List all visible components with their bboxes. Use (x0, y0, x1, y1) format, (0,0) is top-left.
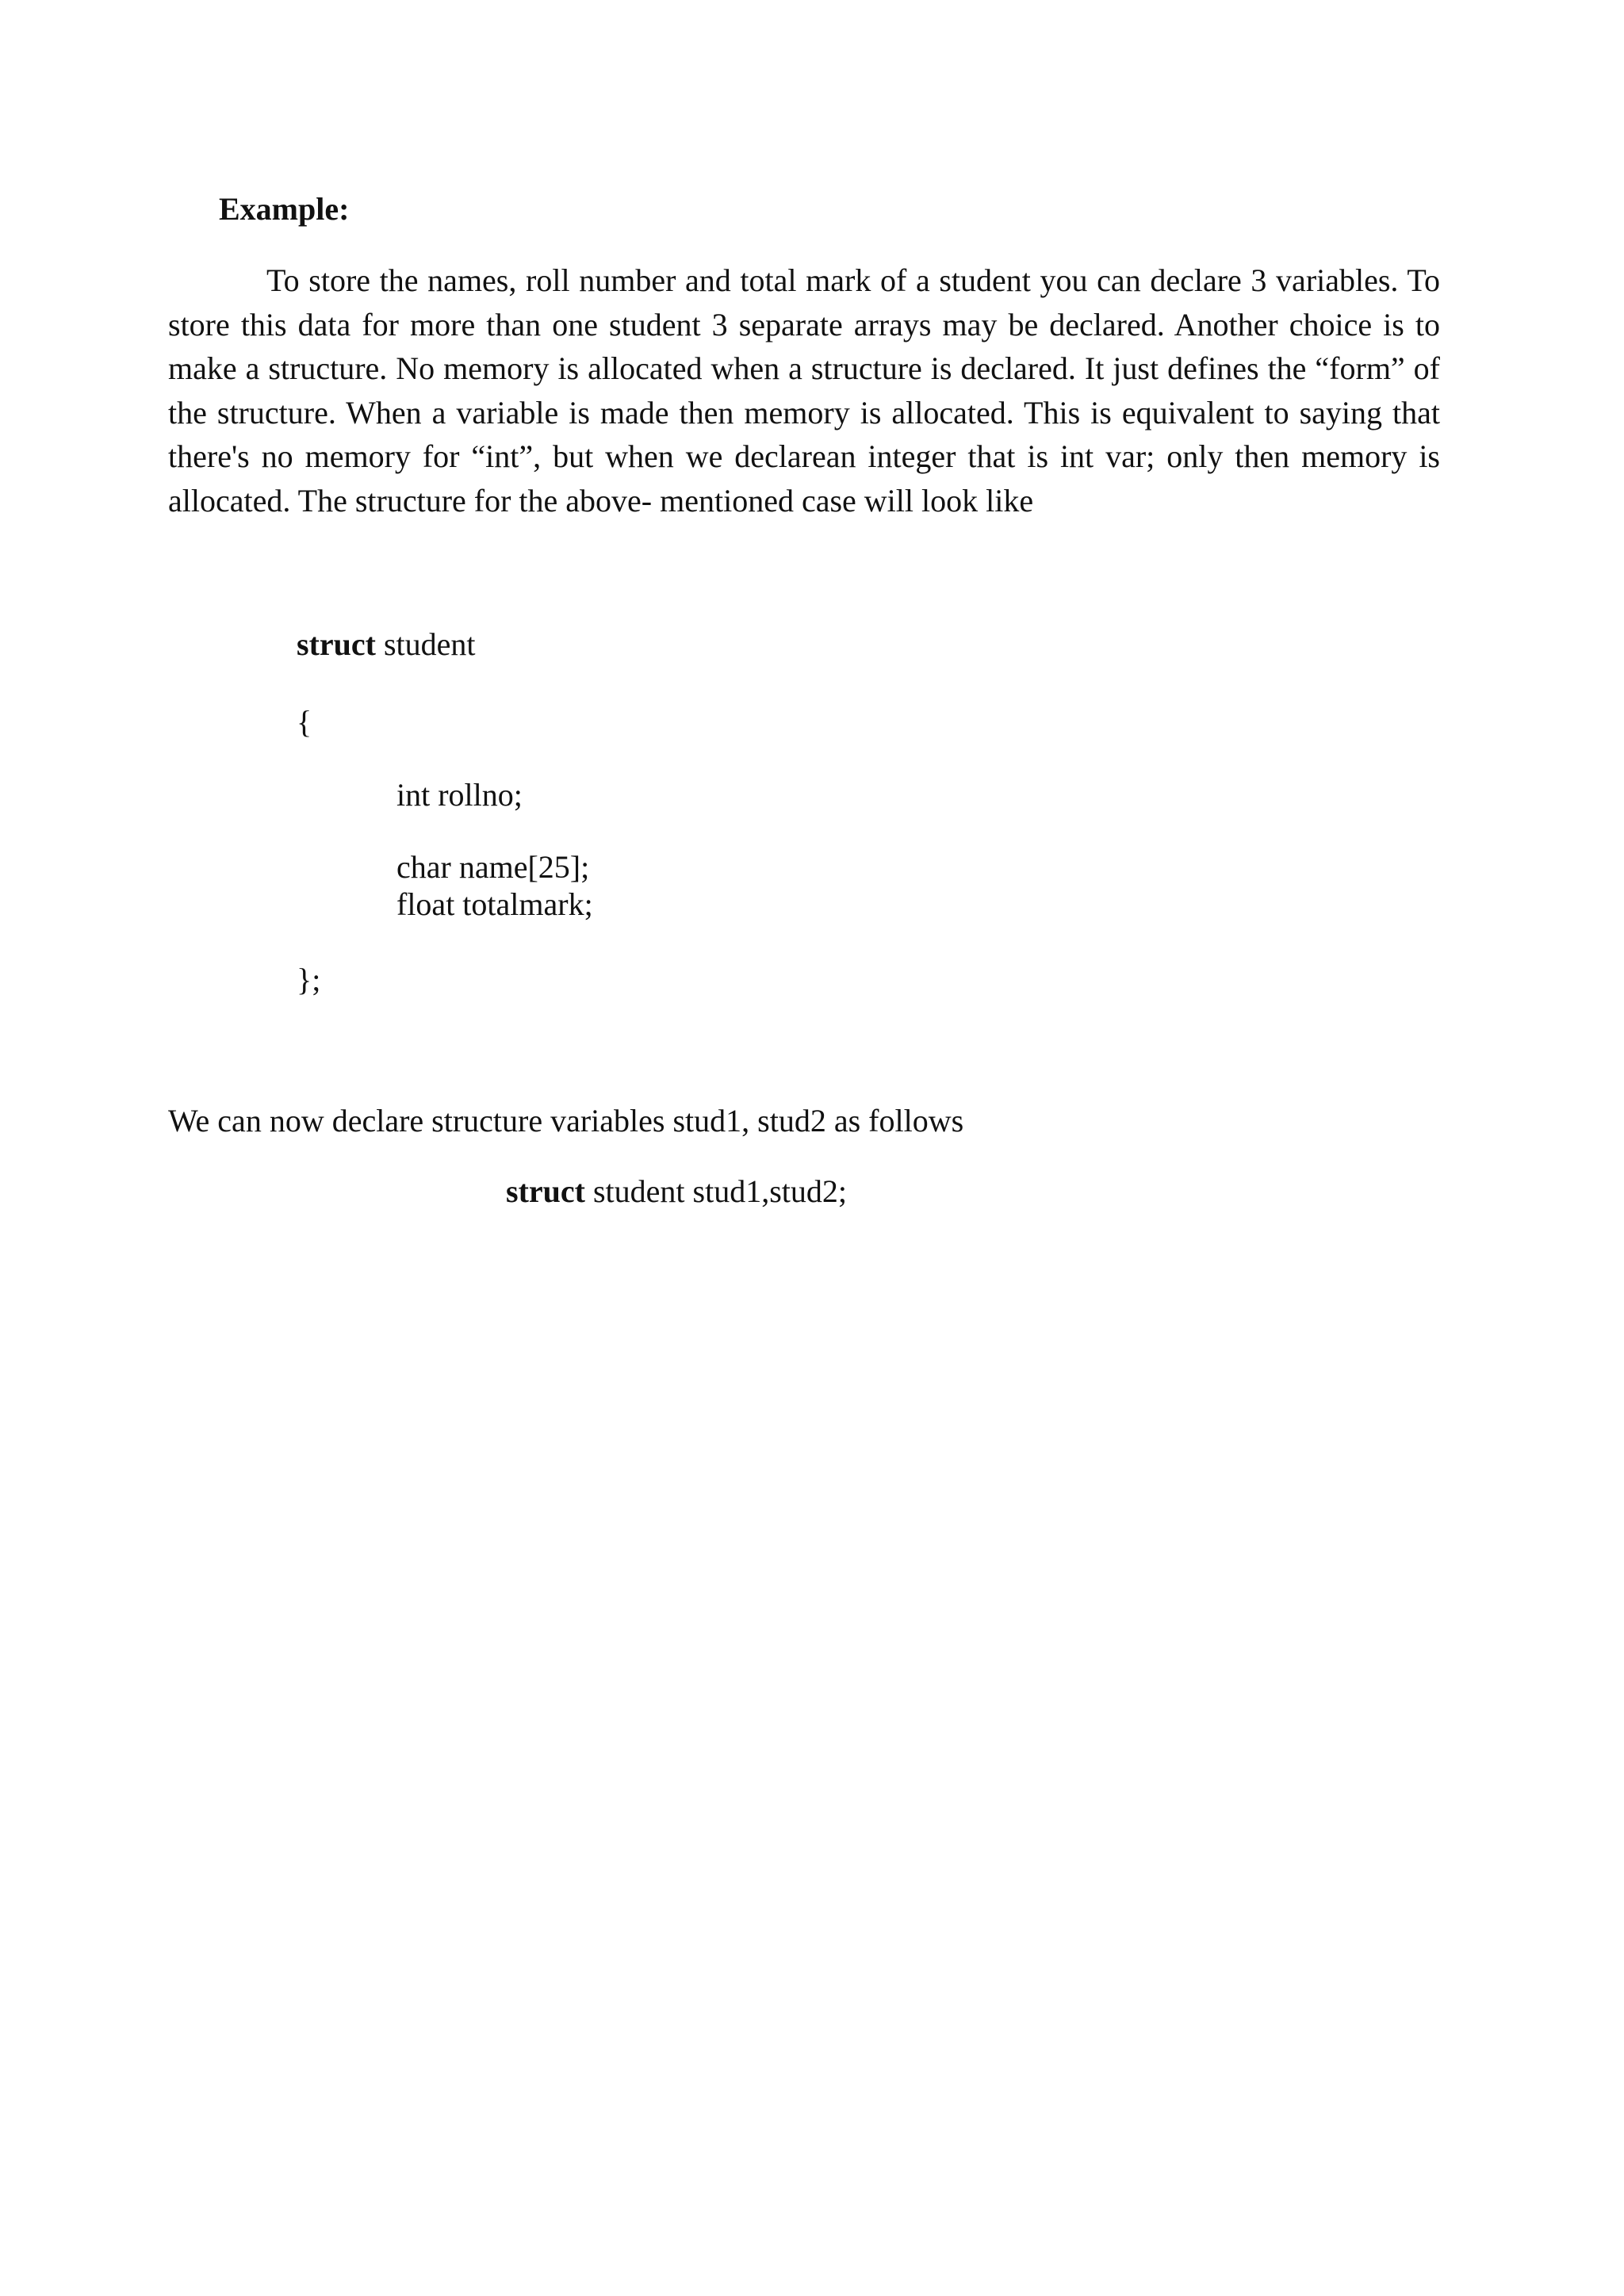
code-open-brace: { (297, 704, 312, 740)
example-heading: Example: (219, 191, 350, 227)
code-field-name: char name[25]; (396, 849, 590, 885)
struct-name: student (375, 626, 476, 662)
code-struct-declaration (297, 625, 476, 664)
var-declaration-rest: student stud1,stud2; (584, 1173, 847, 1209)
body-paragraph: To store the names, roll number and total mark of a student you can declare 3 variables. To store this data for more than one student 3 separate arrays may be declared. Another choice is to make a structure. No memory is allocated when a structure is declared. It just defines the “form” of the structure. When a variable is made then memory is allocated. This is equivalent to saying that there's no memory for “int”, but when we declarean integer that is int var; only then memory is allocated. The structure for the above- mentioned case will look like (168, 262, 1440, 519)
struct-keyword: struct (297, 626, 376, 662)
code-field-totalmark: float totalmark; (396, 886, 593, 922)
var-struct-keyword: struct (506, 1173, 585, 1209)
code-variable-declaration (506, 1172, 847, 1211)
code-close-brace: }; (297, 962, 321, 997)
code-field-rollno: int rollno; (396, 777, 523, 813)
follow-text: We can now declare structure variables stud1, stud2 as follows (168, 1103, 964, 1138)
